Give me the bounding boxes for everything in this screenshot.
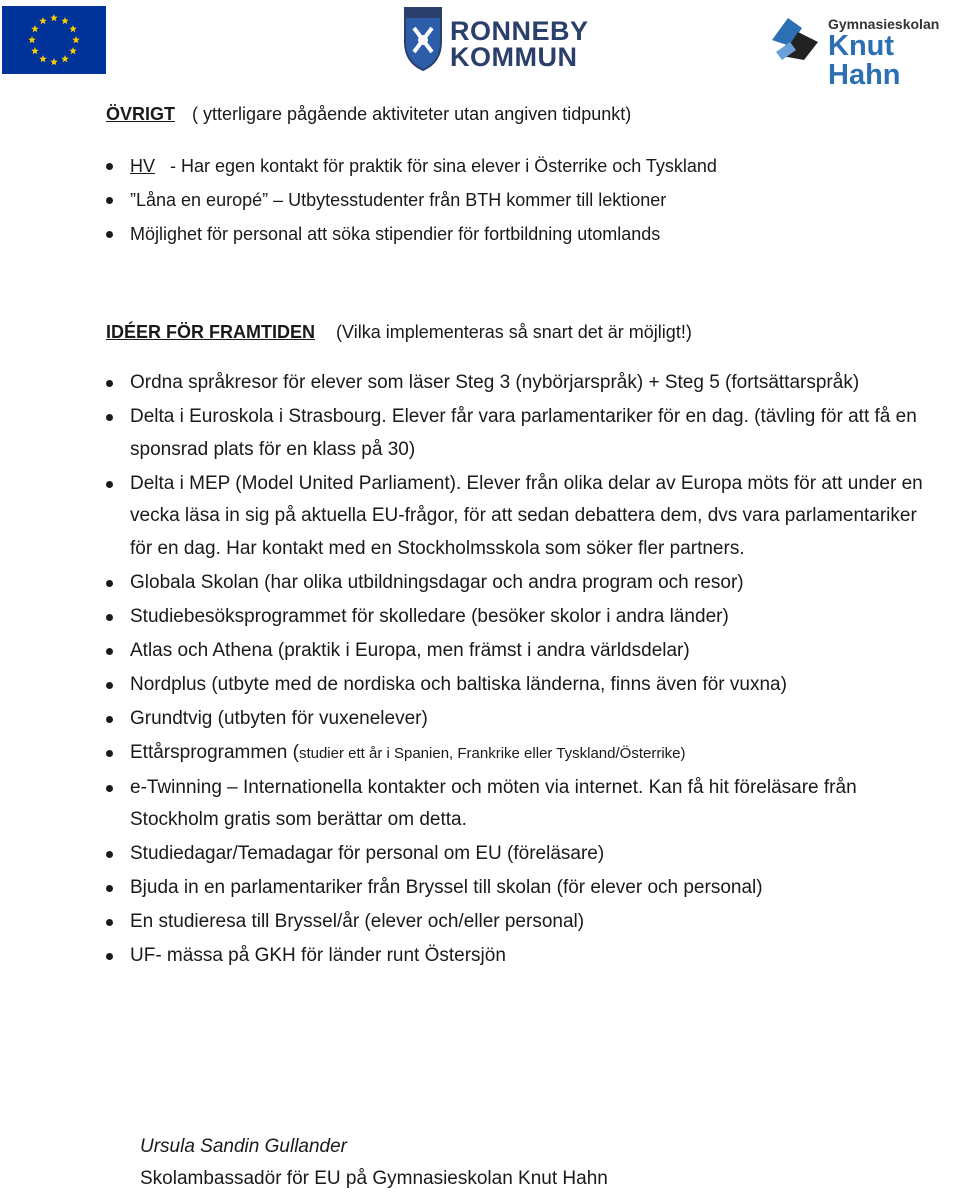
list-item-text: Bjuda in en parlamentariker från Bryssel till skolan (för elever och personal)	[130, 877, 763, 898]
knut-hahn-logo	[768, 10, 958, 91]
ronneby-shield-icon	[402, 6, 444, 72]
ovrigt-list	[106, 149, 926, 251]
eu-flag-logo	[2, 6, 106, 74]
ovrigt-heading: ÖVRIGT	[106, 104, 176, 124]
list-item	[106, 669, 936, 702]
list-item	[106, 217, 926, 251]
list-item	[106, 906, 936, 939]
ronneby-logo-line1: RONNEBY	[450, 16, 589, 46]
list-item-text: Delta i MEP (Model United Parliament). Elever från olika delar av Europa möts för att under en vecka läsa in sig på aktuella EU-frågor, för att sedan debattera dem, dvs vara parlamentariker för en dag. Har kontakt med en Stockholmsskola som söker fler partners.	[130, 472, 923, 559]
knut-hahn-emblem-icon	[768, 12, 822, 64]
list-item-text: Möjlighet för personal att söka stipendier för fortbildning utomlands	[130, 224, 661, 244]
school-logo-line2: Knut Hahn	[828, 30, 901, 91]
list-item-text: Globala Skolan (har olika utbildningsdagar och andra program och resor)	[130, 571, 744, 593]
ovrigt-heading-row	[106, 102, 631, 126]
list-item	[106, 183, 926, 217]
list-item-text: Ordna språkresor för elever som läser Steg 3 (nybörjarspråk) + Steg 5 (fortsättarspråk)	[130, 372, 860, 393]
list-item	[106, 838, 936, 871]
list-item-text: Ettårsprogrammen (	[130, 741, 299, 763]
list-item	[106, 772, 936, 837]
list-item-text: Studiedagar/Temadagar för personal om EU (föreläsare)	[130, 843, 605, 864]
hv-label: HV	[130, 156, 156, 176]
list-item-text: e-Twinning – Internationella kontakter och möten via internet. Kan få hit föreläsare från Stockholm gratis som berättar om detta.	[130, 776, 857, 830]
list-item	[106, 635, 936, 668]
ideer-list	[106, 367, 936, 974]
list-item-text: - Har egen kontakt för praktik för sina elever i Österrike och Tyskland	[170, 156, 717, 176]
list-item-text: Studiebesöksprogrammet för skolledare (besöker skolor i andra länder)	[130, 605, 729, 627]
ideer-subtitle: (Vilka implementeras så snart det är möjligt!)	[336, 322, 692, 342]
eu-stars-icon	[2, 6, 106, 74]
list-item	[106, 703, 936, 736]
list-item-text: Atlas och Athena (praktik i Europa, men främst i andra världsdelar)	[130, 639, 690, 661]
signature-name: Ursula Sandin Gullander	[140, 1136, 348, 1157]
list-item-note: studier ett år i Spanien, Frankrike eller Tyskland/Österrike)	[298, 744, 686, 762]
list-item	[106, 737, 936, 771]
ronneby-kommun-logo	[400, 4, 589, 76]
signature-title: Skolambassadör för EU på Gymnasieskolan Knut Hahn	[140, 1168, 608, 1189]
list-item-text: Grundtvig (utbyten för vuxenelever)	[130, 707, 428, 729]
ideer-heading-row	[106, 320, 692, 344]
list-item	[106, 401, 936, 466]
list-item	[106, 567, 936, 600]
ovrigt-subtitle: ( ytterligare pågående aktiviteter utan angiven tidpunkt)	[192, 104, 632, 124]
ronneby-logo-line2: KOMMUN	[450, 42, 578, 72]
list-item	[106, 601, 936, 634]
list-item-text: Nordplus (utbyte med de nordiska och baltiska länderna, finns även för vuxna)	[130, 673, 787, 695]
school-logo-line1: Gymnasieskolan	[828, 16, 940, 32]
list-item-text: Delta i Euroskola i Strasbourg. Elever får vara parlamentariker för en dag. (tävling för att få en sponsrad plats för en klass på 30)	[130, 406, 917, 460]
list-item	[106, 940, 936, 973]
list-item-text: En studieresa till Bryssel/år (elever och/eller personal)	[130, 911, 585, 932]
list-item	[106, 468, 936, 566]
list-item	[106, 149, 926, 183]
list-item-text: ”Låna en europé” – Utbytesstudenter från BTH kommer till lektioner	[130, 190, 667, 210]
list-item	[106, 367, 936, 400]
ideer-heading: IDÉER FÖR FRAMTIDEN	[106, 322, 315, 342]
list-item	[106, 872, 936, 905]
list-item-text: UF- mässa på GKH för länder runt Östersjön	[130, 945, 506, 966]
